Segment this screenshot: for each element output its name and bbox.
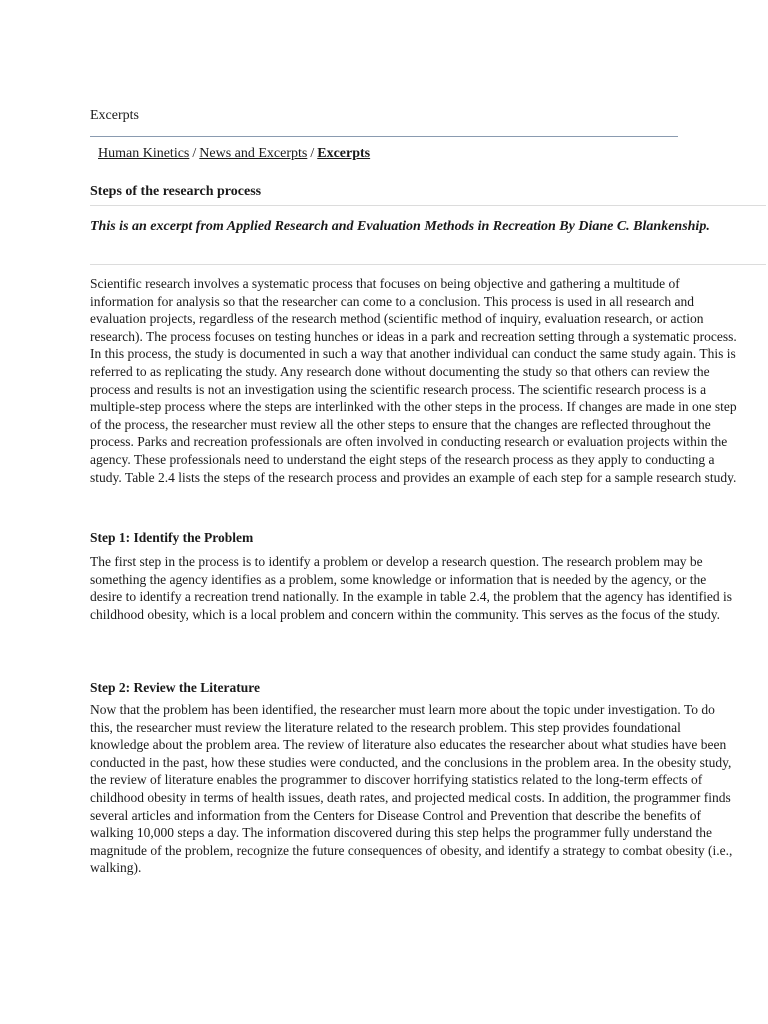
title-divider bbox=[90, 205, 766, 206]
breadcrumb-separator: / bbox=[310, 146, 315, 161]
breadcrumb-separator: / bbox=[192, 146, 197, 161]
breadcrumb bbox=[98, 145, 370, 163]
step-2-paragraph: Now that the problem has been identified, the researcher must learn more about the topic under investigation. To do this, the researcher must review the literature related to the research problem. This step provides foundational knowledge about the problem area. The review of literature also educates the researcher about what studies have been conducted in the past, how these studies were conducted, and the conclusions in the problem area. In the obesity study, the review of literature enables the programmer to discover horrifying statistics related to the long-term effects of childhood obesity in terms of health issues, death rates, and projected medical costs. In addition, the programmer finds several articles and information from the Centers for Disease Control and Prevention that describe the benefits of walking 10,000 steps a day. The information discovered during this step helps the programmer fully understand the magnitude of the problem, recognize the future consequences of obesity, and identify a strategy to combat obesity (i.e., walking). bbox=[90, 702, 733, 876]
intro-paragraph: Scientific research involves a systematic process that focuses on being objective and gathering a multitude of information for analysis so that the researcher can come to a conclusion. This process is used in all research and evaluation projects, regardless of the research method (scientific method of inquiry, evaluation research, or action research). The process focuses on testing hunches or ideas in a park and recreation setting through a systematic process. In this process, the study is documented in such a way that another individual can conduct the same study again. This is referred to as replicating the study. Any research done without documenting the study so that others can review the process and results is not an investigation using the scientific research process. The scientific research process is a multiple-step process where the steps are interlinked with the other steps in the process. If changes are made in one step of the process, the researcher must review all the other steps to ensure that the changes are reflected throughout the process. Parks and recreation professionals are often involved in conducting research or evaluation projects within the agency. These professionals need to understand the eight steps of the research process as they apply to conducting a study. Table 2.4 lists the steps of the research process and provides an example of each step for a sample research study. bbox=[90, 276, 737, 485]
breadcrumb-link-human-kinetics[interactable]: Human Kinetics bbox=[98, 146, 190, 161]
step-2-heading: Step 2: Review the Literature bbox=[90, 680, 260, 695]
excerpt-divider bbox=[90, 264, 766, 265]
article-title: Steps of the research process bbox=[90, 184, 262, 199]
excerpt-note: This is an excerpt from Applied Research and Evaluation Methods in Recreation By Diane C. Blankenship. bbox=[90, 219, 710, 234]
section-label: Excerpts bbox=[90, 108, 139, 123]
breadcrumb-link-excerpts[interactable]: Excerpts bbox=[317, 146, 371, 161]
header-divider bbox=[90, 136, 678, 137]
step-1-paragraph: The first step in the process is to identify a problem or develop a research question. The research problem may be something the agency identifies as a problem, some knowledge or information that is needed by the agency, or the desire to identify a recreation trend nationally. In the example in table 2.4, the problem that the agency has identified is childhood obesity, which is a local problem and concern within the community. This serves as the focus of the study. bbox=[90, 554, 733, 622]
step-1-heading: Step 1: Identify the Problem bbox=[90, 530, 254, 545]
breadcrumb-link-news-and-excerpts[interactable]: News and Excerpts bbox=[199, 146, 308, 161]
